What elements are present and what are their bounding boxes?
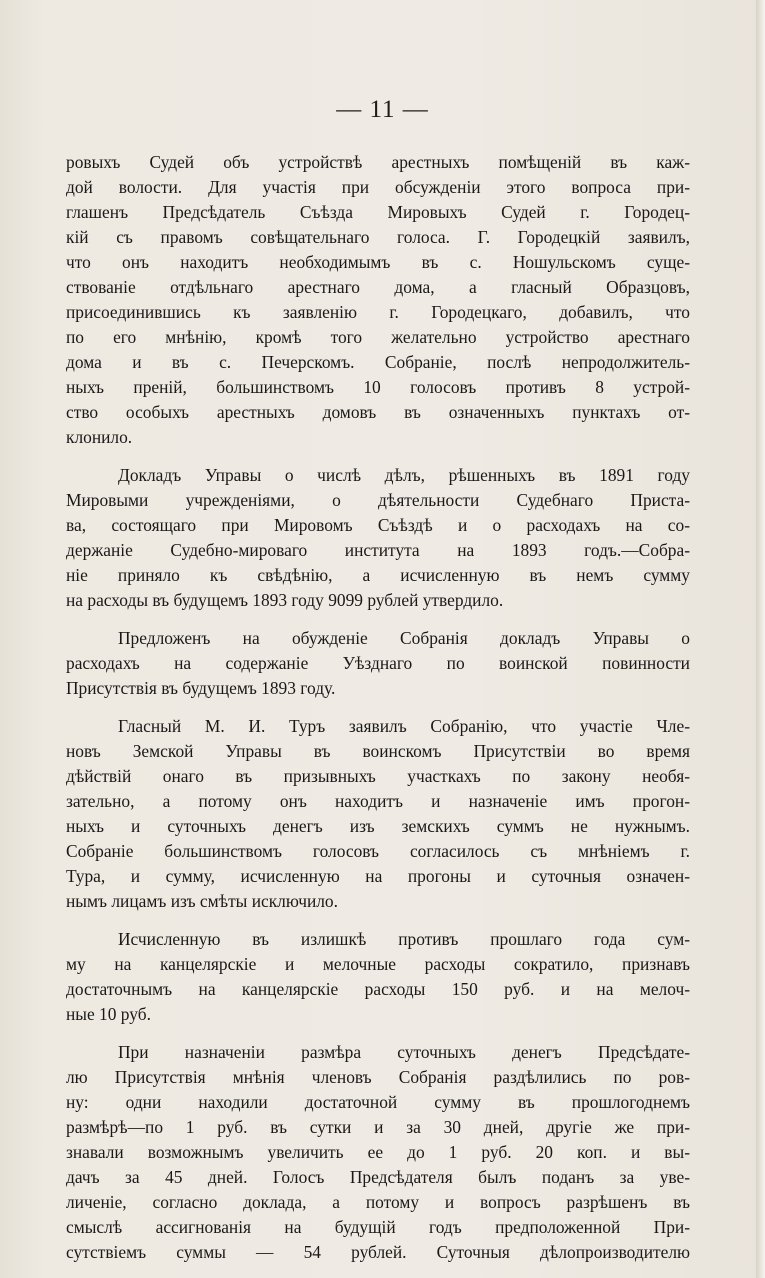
text-line: дой волости. Для участія при обсужденіи этого вопроса при- xyxy=(66,177,690,197)
text-line: держаніе Судебно-мироваго института на 1893 годъ.—Собра- xyxy=(66,540,690,560)
text-line: сутствіемъ суммы — 54 рублей. Суточныя дѣлопроизводителю xyxy=(66,1242,690,1262)
page-fold-shadow xyxy=(756,0,765,1278)
text-line: дачъ за 45 дней. Голосъ Предсѣдателя былъ поданъ за уве- xyxy=(66,1167,690,1187)
text-line: Собраніе большинствомъ голосовъ согласилось съ мнѣніемъ г. xyxy=(66,841,690,861)
paragraph-3 xyxy=(66,626,690,701)
text-line: ныхъ и суточныхъ денегъ изъ земскихъ суммъ не нужнымъ. xyxy=(66,816,690,836)
text-line: присоединившись къ заявленію г. Городецкаго, добавилъ, что xyxy=(66,302,690,322)
text-line: расходахъ на содержаніе Уѣзднаго по воинской повинности xyxy=(66,653,690,673)
text-line: Присутствія въ будущемъ 1893 году. xyxy=(66,678,336,698)
text-line: глашенъ Предсѣдатель Съѣзда Мировыхъ Судей г. Городец- xyxy=(66,202,690,222)
text-line: размѣрѣ—по 1 руб. въ сутки и за 30 дней, другіе же при- xyxy=(66,1117,690,1137)
text-line: нымъ лицамъ изъ смѣты исключило. xyxy=(66,891,338,911)
text-line: Тура, и сумму, исчисленную на прогоны и суточныя означен- xyxy=(66,866,690,886)
text-line: дѣйствій онаго въ призывныхъ участкахъ по закону необя- xyxy=(66,766,690,786)
paragraph-5 xyxy=(66,927,690,1027)
text-line: Докладъ Управы о числѣ дѣлъ, рѣшенныхъ въ 1891 году xyxy=(118,465,690,485)
text-line: ну: одни находили достаточной сумму въ прошлогоднемъ xyxy=(66,1092,690,1112)
text-line: му на канцелярскіе и мелочные расходы сократило, признавъ xyxy=(66,954,690,974)
text-line: дома и въ с. Печерскомъ. Собраніе, послѣ непродолжитель- xyxy=(66,352,690,372)
text-line: клонило. xyxy=(66,427,133,447)
text-line: на расходы въ будущемъ 1893 году 9099 рублей утвердило. xyxy=(66,590,504,610)
text-line: При назначеніи размѣра суточныхъ денегъ Предсѣдате- xyxy=(118,1042,690,1062)
paragraph-1 xyxy=(66,150,690,450)
text-line: Предложенъ на обужденіе Собранія докладъ Управы о xyxy=(118,628,690,648)
text-line: лю Присутствія мнѣнія членовъ Собранія раздѣлились по ров- xyxy=(66,1067,690,1087)
paragraph-6 xyxy=(66,1040,690,1265)
text-line: смыслѣ ассигнованія на будущій годъ предположенной При- xyxy=(66,1217,690,1237)
page-number: — 11 — xyxy=(336,96,429,123)
text-line: знавали возможнымъ увеличить ее до 1 руб. 20 коп. и вы- xyxy=(66,1142,690,1162)
text-line: что онъ находитъ необходимымъ въ с. Ношульскомъ суще- xyxy=(66,252,690,272)
text-line: ствованіе отдѣльнаго арестнаго дома, а гласный Образцовъ, xyxy=(66,277,690,297)
text-line: ные 10 руб. xyxy=(66,1004,151,1024)
text-line: по его мнѣнію, кромѣ того желательно устройство арестнаго xyxy=(66,327,690,347)
paragraph-4 xyxy=(66,714,690,914)
text-line: Мировыми учрежденіями, о дѣятельности Судебнаго Приста- xyxy=(66,490,690,510)
text-line: кій съ правомъ совѣщательнаго голоса. Г. Городецкій заявилъ, xyxy=(66,227,690,247)
text-line: Гласный М. И. Туръ заявилъ Собранію, что участіе Чле- xyxy=(118,716,690,736)
text-line: личеніе, согласно доклада, а потому и вопросъ разрѣшенъ въ xyxy=(66,1192,690,1212)
body-text xyxy=(66,150,690,1278)
text-line: достаточнымъ на канцелярскіе расходы 150 руб. и на мелоч- xyxy=(66,979,690,999)
text-line: Исчисленную въ излишкѣ противъ прошлаго года сум- xyxy=(118,929,690,949)
text-line: ровыхъ Судей объ устройствѣ арестныхъ помѣщеній въ каж- xyxy=(66,152,690,172)
text-line: зательно, а потому онъ находитъ и назначеніе имъ прогон- xyxy=(66,791,690,811)
text-line: новъ Земской Управы въ воинскомъ Присутствіи во время xyxy=(66,741,690,761)
paragraph-2 xyxy=(66,463,690,613)
text-line: ніе приняло къ свѣдѣнію, а исчисленную въ немъ сумму xyxy=(66,565,690,585)
text-line: ство особыхъ арестныхъ домовъ въ означенныхъ пунктахъ от- xyxy=(66,402,690,422)
text-line: ва, состоящаго при Мировомъ Съѣздѣ и о расходахъ на со- xyxy=(66,515,690,535)
text-line: ныхъ преній, большинствомъ 10 голосовъ противъ 8 устрой- xyxy=(66,377,690,397)
